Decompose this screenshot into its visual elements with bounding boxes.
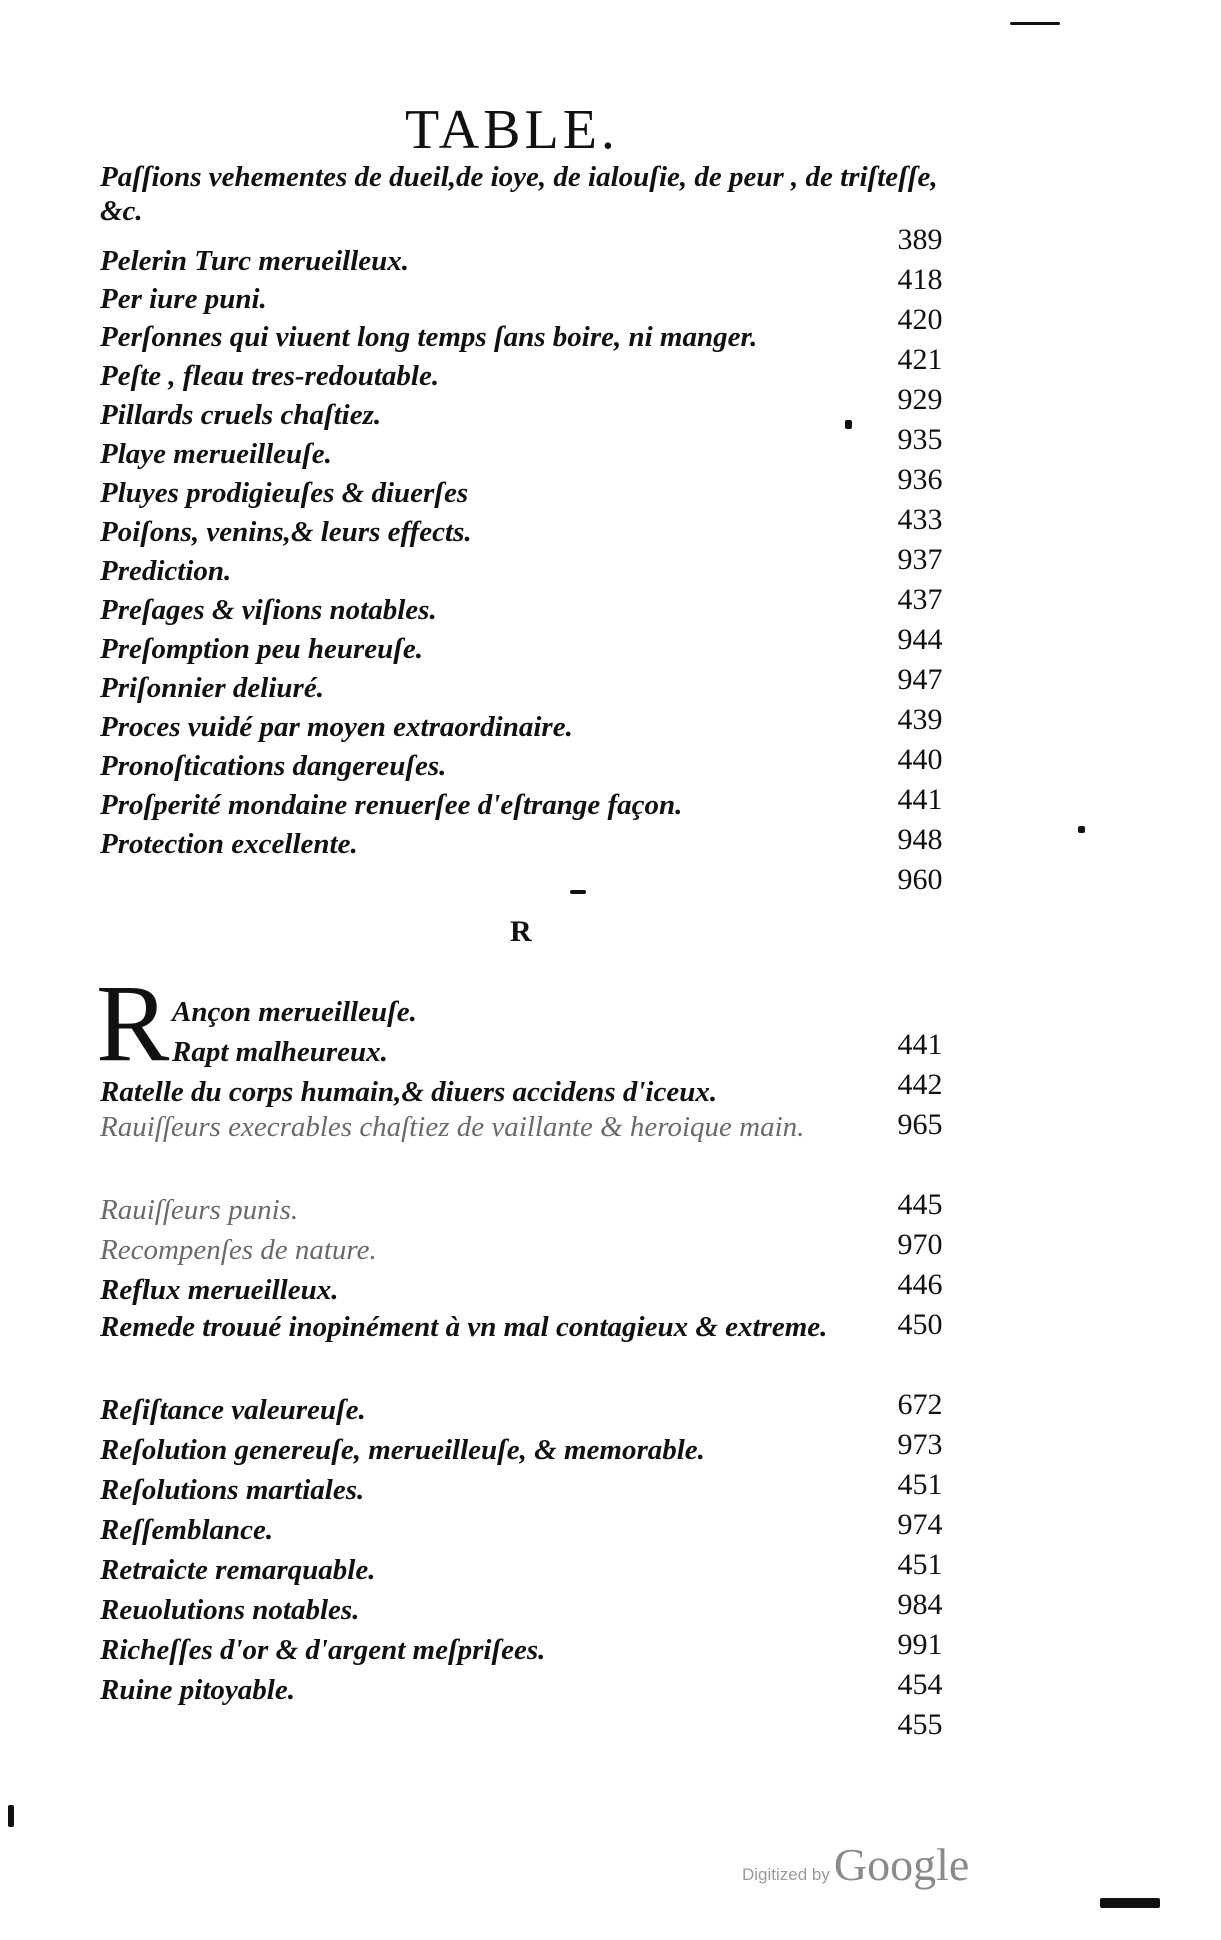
digitized-watermark xyxy=(742,1838,969,1891)
page-number: 389 xyxy=(897,223,943,256)
index-entry: Reſiſtance valeureuſe. xyxy=(100,1394,366,1426)
index-entry: Rauiſſeurs punis. xyxy=(100,1194,299,1226)
page-number: 440 xyxy=(897,743,943,776)
page-number: 441 xyxy=(897,1028,943,1061)
index-entry: Ançon merueilleuſe. xyxy=(172,996,417,1028)
page-number: 948 xyxy=(897,823,943,856)
index-entry: Ruine pitoyable. xyxy=(100,1674,295,1706)
index-entry: Rapt malheureux. xyxy=(172,1036,388,1068)
page-number: 433 xyxy=(897,503,943,536)
scan-artifact xyxy=(1100,1898,1160,1908)
index-entry: Pluyes prodigieuſes & diuerſes xyxy=(100,477,469,509)
page-number: 454 xyxy=(897,1668,943,1701)
index-entry: Prediction. xyxy=(100,555,232,587)
index-entry: Playe merueilleuſe. xyxy=(100,438,332,470)
scan-artifact xyxy=(570,890,586,894)
scan-artifact xyxy=(1010,22,1060,25)
page-number: 984 xyxy=(897,1588,943,1621)
scan-artifact xyxy=(8,1805,14,1827)
index-entry: Paſſions vehementes de dueil,de ioye, de ialouſie, de peur , de triſteſſe, &c. xyxy=(100,161,938,227)
index-entry: Retraicte remarquable. xyxy=(100,1554,376,1586)
index-entry: Remede trouué inopinément à vn mal contagieux & extreme. xyxy=(100,1311,828,1343)
page-number: 437 xyxy=(897,583,943,616)
scan-artifact xyxy=(1078,826,1085,833)
page-number: 947 xyxy=(897,663,943,696)
google-logo: Google xyxy=(833,1839,970,1890)
scan-artifact xyxy=(845,420,852,429)
drop-cap: R xyxy=(96,962,170,1084)
index-entry: Richeſſes d'or & d'argent meſpriſees. xyxy=(100,1634,546,1666)
page-number: 973 xyxy=(897,1428,943,1461)
page-number: 944 xyxy=(897,623,943,656)
page-number: 451 xyxy=(897,1548,943,1581)
index-entry: Pelerin Turc merueilleux. xyxy=(100,245,410,277)
index-entry: Reſſemblance. xyxy=(100,1514,274,1546)
index-entry: Reſolution genereuſe, merueilleuſe, & memorable. xyxy=(100,1434,705,1466)
page-number: 965 xyxy=(897,1108,943,1141)
index-entry: Rauiſſeurs execrables chaſtiez de vaillante & heroique main. xyxy=(100,1111,805,1143)
page-number: 420 xyxy=(897,303,943,336)
section-heading: R xyxy=(510,915,532,948)
page-number: 439 xyxy=(897,703,943,736)
index-entry: Poiſons, venins,& leurs effects. xyxy=(100,516,472,548)
page-number: 991 xyxy=(897,1628,943,1661)
index-entry: Pillards cruels chaſtiez. xyxy=(100,399,382,431)
page-number: 937 xyxy=(897,543,943,576)
page-number: 446 xyxy=(897,1268,943,1301)
index-entry: Recompenſes de nature. xyxy=(100,1234,377,1266)
index-entry: Perſonnes qui viuent long temps ſans boire, ni manger. xyxy=(100,321,758,353)
page-number: 935 xyxy=(897,423,943,456)
page-number: 441 xyxy=(897,783,943,816)
page-number: 442 xyxy=(897,1068,943,1101)
index-entry: Priſonnier deliuré. xyxy=(100,672,324,704)
page-number: 672 xyxy=(897,1388,943,1421)
index-entry: Proſperité mondaine renuerſee d'eſtrange façon. xyxy=(100,789,683,821)
index-entry: Pronoſtications dangereuſes. xyxy=(100,750,447,782)
index-entry: Per iure puni. xyxy=(100,283,267,315)
page-number: 970 xyxy=(897,1228,943,1261)
page-number: 960 xyxy=(897,863,943,896)
index-entry: Preſomption peu heureuſe. xyxy=(100,633,424,665)
index-entry: Ratelle du corps humain,& diuers accidens d'iceux. xyxy=(100,1076,718,1108)
index-entry: Reflux merueilleux. xyxy=(100,1274,339,1306)
digitized-by-label: Digitized by xyxy=(742,1865,830,1884)
index-entry: Reuolutions notables. xyxy=(100,1594,360,1626)
index-entry: Reſolutions martiales. xyxy=(100,1474,365,1506)
page-number: 451 xyxy=(897,1468,943,1501)
page-number: 929 xyxy=(897,383,943,416)
page-number: 445 xyxy=(897,1188,943,1221)
index-entry: Protection excellente. xyxy=(100,828,358,860)
page-number: 455 xyxy=(897,1708,943,1741)
page-number: 974 xyxy=(897,1508,943,1541)
page-number: 421 xyxy=(897,343,943,376)
index-entry: Preſages & viſions notables. xyxy=(100,594,437,626)
page-number: 936 xyxy=(897,463,943,496)
page-title: TABLE. xyxy=(405,99,619,161)
page-number: 418 xyxy=(897,263,943,296)
page-number: 450 xyxy=(897,1308,943,1341)
index-entry: Proces vuidé par moyen extraordinaire. xyxy=(100,711,573,743)
index-entry: Peſte , fleau tres-redoutable. xyxy=(100,360,440,392)
